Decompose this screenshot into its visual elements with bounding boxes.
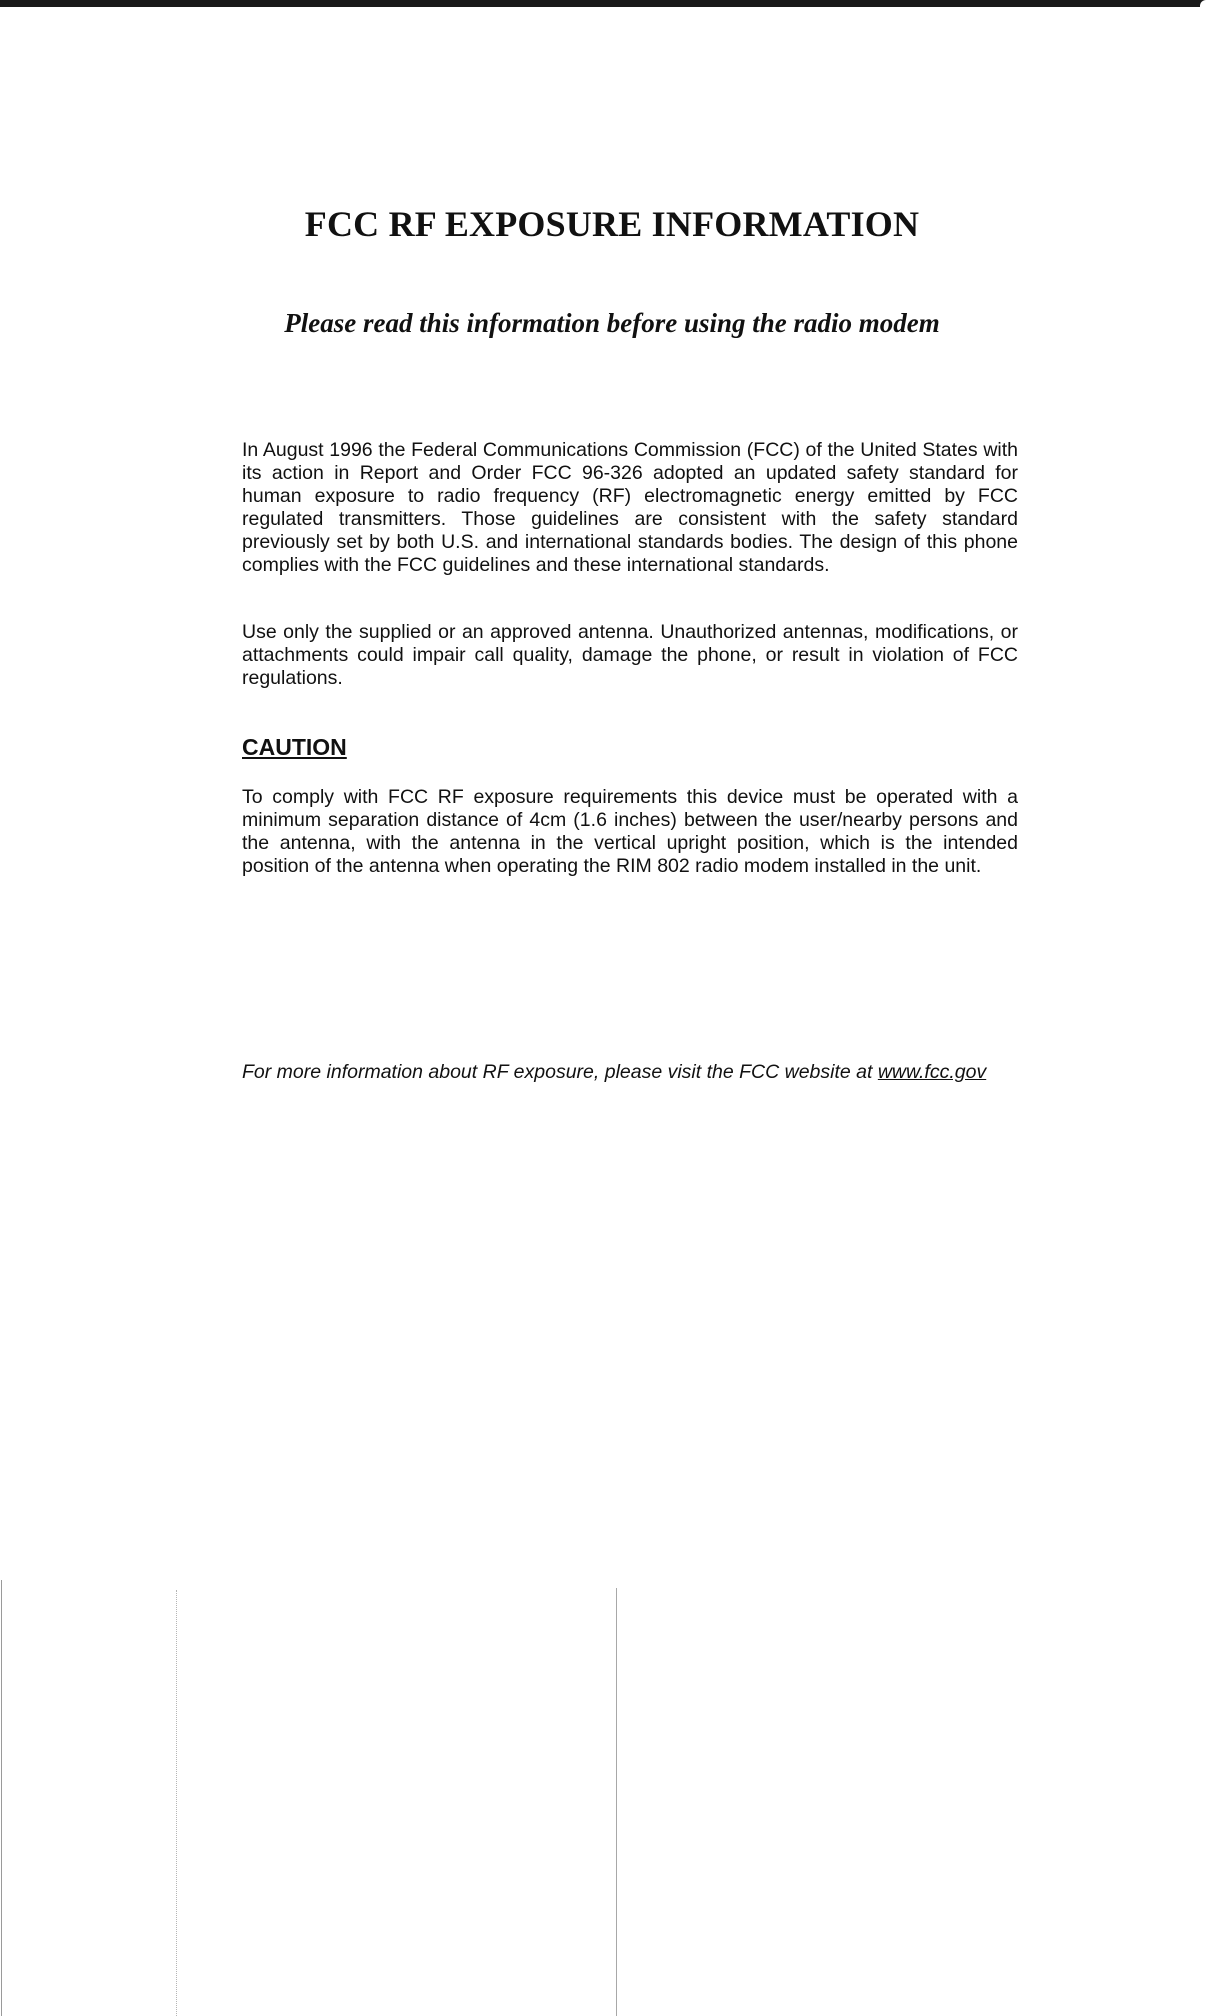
caution-text: To comply with FCC RF exposure requirements this device must be operated with a minimum separation distance of 4cm (1.6 inches) between the user/nearby persons and the antenna, with the antenna in the vertical upright position, which is the intended position of the antenna when operating the RIM 802 radio modem installed in the unit. [242,786,1018,877]
caution-heading: CAUTION [242,734,347,760]
scan-edge-line [1,1580,2,2016]
scan-fold-line-dotted [176,1590,177,2016]
page-title: FCC RF EXPOSURE INFORMATION [304,204,920,244]
page-subtitle: Please read this information before using the radio modem [284,308,940,338]
footer-note [242,1060,1042,1084]
paragraph-antenna-usage: Use only the supplied or an approved antenna. Unauthorized antennas, modifications, or attachments could impair call quality, damage the phone, or result in violation of FCC regulations. [242,621,1018,689]
paragraph-fcc-standard: In August 1996 the Federal Communications Commission (FCC) of the United States with its action in Report and Order FCC 96-326 adopted an updated safety standard for human exposure to radio frequency (RF) electromagnetic energy emitted by FCC regulated transmitters. Those guidelines are consistent with the safety standard previously set by both U.S. and international standards bodies. The design of this phone complies with the FCC guidelines and these international standards. [242,439,1018,576]
fcc-website-link[interactable]: www.fcc.gov [877,1061,987,1083]
scan-fold-line-center [616,1588,617,2016]
footer-text: For more information about RF exposure, please visit the FCC website at [242,1061,878,1083]
scan-top-edge [0,0,1224,7]
